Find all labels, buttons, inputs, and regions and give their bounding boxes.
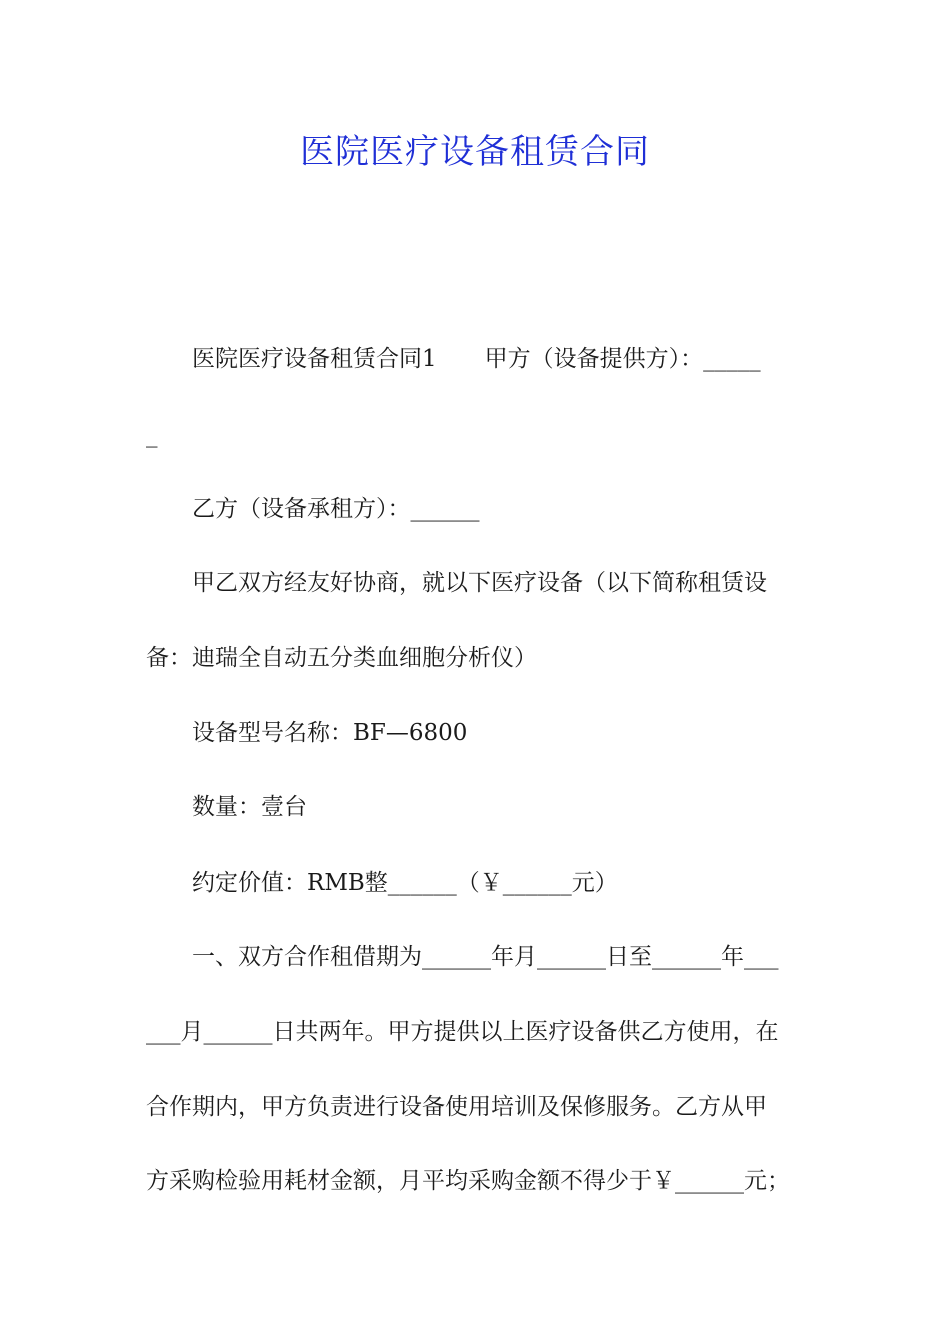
clause-1-line-1: 一、双方合作租借期为______年月______日至______年___: [192, 944, 779, 970]
party-a-field-continuation: _: [146, 422, 158, 448]
paragraph-intro-line-1: 甲乙双方经友好协商，就以下医疗设备（以下简称租赁设: [192, 570, 767, 596]
agreed-value-line: 约定价值：RMB整______（￥______元）: [192, 870, 618, 896]
clause-1-line-3: 合作期内，甲方负责进行设备使用培训及保修服务。乙方从甲: [146, 1094, 767, 1120]
clause-1-line-2: ___月______日共两年。甲方提供以上医疗设备供乙方使用，在: [146, 1019, 779, 1045]
clause-1-line-4: 方采购检验用耗材金额，月平均采购金额不得少于￥______元；: [146, 1168, 790, 1194]
contract-heading-line: [192, 342, 862, 376]
paragraph-intro-line-2: 备：迪瑞全自动五分类血细胞分析仪）: [146, 645, 537, 671]
party-a-field: 甲方（设备提供方）：_____: [484, 346, 761, 372]
document-title: 医院医疗设备租赁合同: [300, 132, 650, 172]
party-b-field: 乙方（设备承租方）：______: [192, 496, 480, 522]
quantity-line: 数量：壹台: [192, 794, 307, 820]
equipment-model-line: 设备型号名称：BF—6800: [192, 720, 468, 746]
contract-number: 医院医疗设备租赁合同1: [192, 346, 437, 372]
